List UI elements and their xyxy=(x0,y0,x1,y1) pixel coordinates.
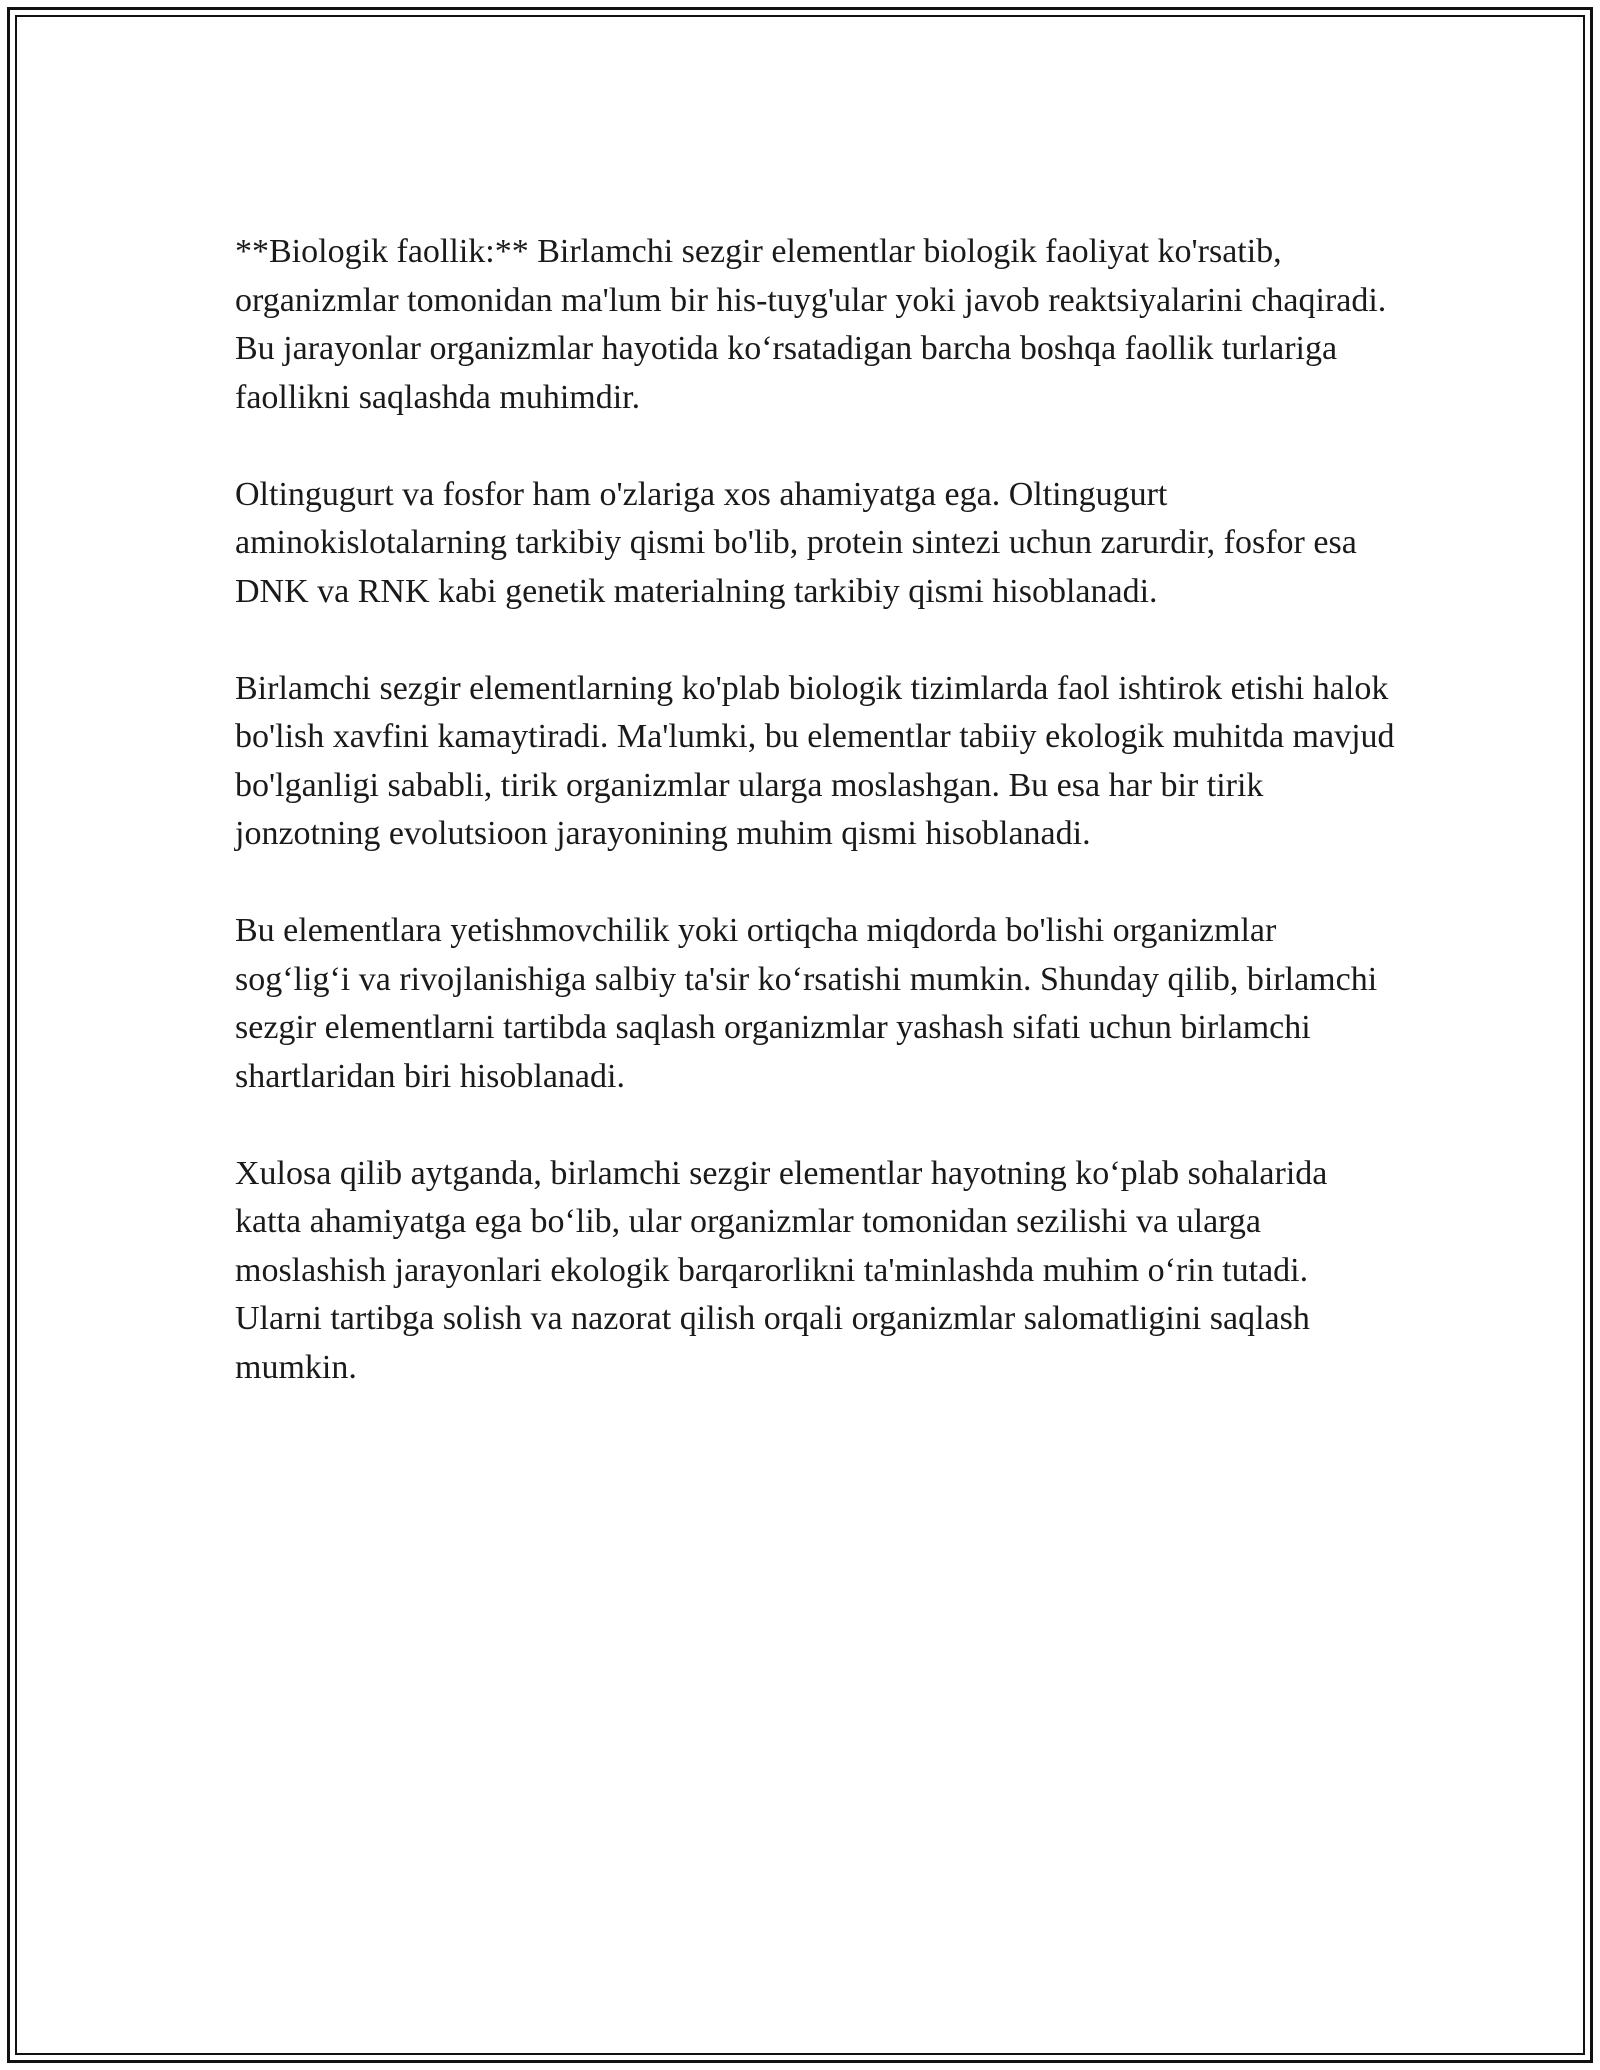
paragraph-biological-activity: **Biologik faollik:** Birlamchi sezgir elementlar biologik faoliyat ko'rsatib, organizmlar tomonidan ma'lum bir his-tuyg'ular yoki javob reaktsiyalarini chaqiradi. Bu jarayonlar organizmlar hayotida ko‘rsatadigan barcha boshqa faollik turlariga faollikni saqlashda muhimdir. xyxy=(235,233,1387,416)
paragraph-deficiency-excess: Bu elementlara yetishmovchilik yoki ortiqcha miqdorda bo'lishi organizmlar sog‘lig‘i va rivojlanishiga salbiy ta'sir ko‘rsatishi mumkin. Shunday qilib, birlamchi sezgir elementlarni tartibda saqlash organizmlar yashash sifati uchun birlamchi shartlaridan biri hisoblanadi. xyxy=(235,912,1378,1095)
paragraph-biological-systems: Birlamchi sezgir elementlarning ko'plab biologik tizimlarda faol ishtirok etishi halok bo'lish xavfini kamaytiradi. Ma'lumki, bu elementlar tabiiy ekologik muhitda mavjud bo'lganligi sababli, tirik organizmlar ularga moslashgan. Bu esa har bir tirik jonzotning evolutsioon jarayonining muhim qismi hisoblanadi. xyxy=(235,669,1395,852)
document-body xyxy=(235,228,1395,1392)
paragraph-sulfur-phosphorus: Oltingugurt va fosfor ham o'zlariga xos ahamiyatga ega. Oltingugurt aminokislotalarning tarkibiy qismi bo'lib, protein sintezi uchun zarurdir, fosfor esa DNK va RNK kabi genetik materialning tarkibiy qismi hisoblanadi. xyxy=(235,475,1357,610)
paragraph-conclusion: Xulosa qilib aytganda, birlamchi sezgir elementlar hayotning ko‘plab sohalarida katta ahamiyatga ega bo‘lib, ular organizmlar tomonidan sezilishi va ularga moslashish jarayonlari ekologik barqarorlikni ta'minlashda muhim o‘rin tutadi. Ularni tartibga solish va nazorat qilish orqali organizmlar salomatligini saqlash mumkin. xyxy=(235,1154,1328,1386)
